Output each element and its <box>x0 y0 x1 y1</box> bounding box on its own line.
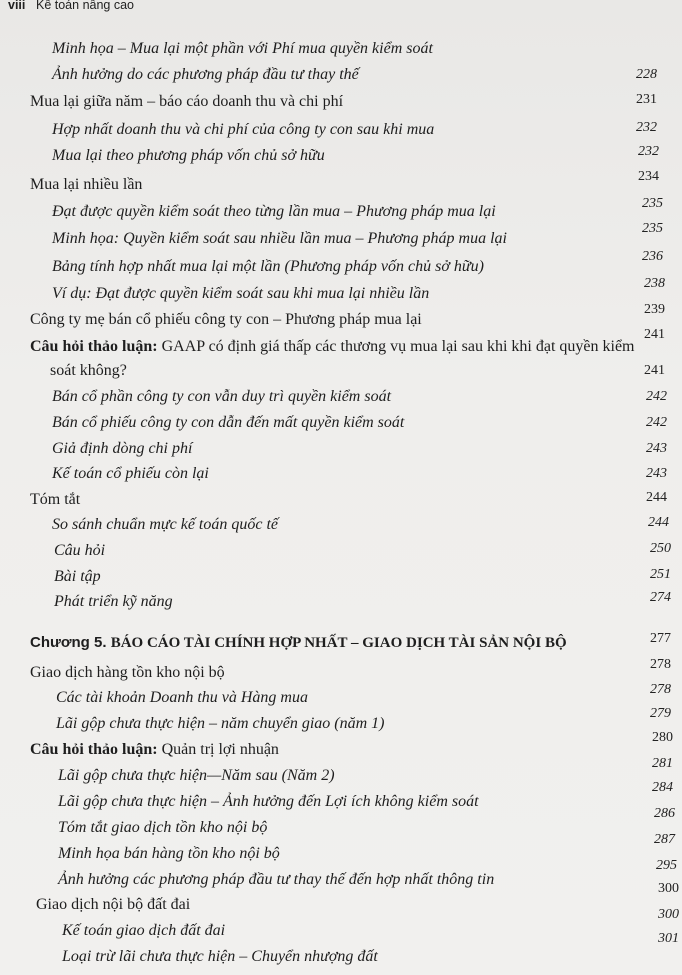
toc-entry-page: 278 <box>650 657 671 672</box>
toc-entry-page: 239 <box>644 302 665 317</box>
toc-entry-title: Minh họa bán hàng tồn kho nội bộ <box>58 845 280 862</box>
toc-entry-label: Câu hỏi thảo luận: <box>30 741 158 758</box>
toc-entry-title: Giao dịch nội bộ đất đai <box>36 896 191 913</box>
toc-entry-page: 279 <box>650 706 671 721</box>
toc-entry-title: Tóm tắt giao dịch tồn kho nội bộ <box>58 819 268 836</box>
toc-entry-title: Giao dịch hàng tồn kho nội bộ <box>30 664 225 681</box>
toc-entry-page: 235 <box>642 196 663 211</box>
toc-entry-title: Công ty mẹ bán cổ phiếu công ty con – Phương pháp mua lại <box>30 311 422 328</box>
toc-entry-title: Minh họa – Mua lại một phần với Phí mua quyền kiểm soát <box>52 40 433 57</box>
toc-entry-page: 250 <box>650 541 671 556</box>
toc-entry <box>52 62 656 88</box>
toc-entry-page: 274 <box>650 590 671 605</box>
toc-entry-page: 286 <box>654 806 675 821</box>
toc-entry-title: Mua lại nhiều lần <box>30 176 143 193</box>
toc-entry-page: 281 <box>652 756 673 771</box>
toc-entry-text: GAAP có định giá thấp các thương vụ mua lại sau khi khi đạt quyền kiểm <box>161 338 635 355</box>
toc-entry-label: Câu hỏi thảo luận: <box>30 338 158 355</box>
toc-entry-title: Lãi gộp chưa thực hiện – năm chuyển giao (năm 1) <box>56 715 385 732</box>
toc-entry-page: 231 <box>636 92 657 107</box>
toc-entry-page: 235 <box>642 221 663 236</box>
toc-entry-title: Câu hỏi <box>54 542 106 559</box>
toc-entry-title: Ảnh hưởng do các phương pháp đầu tư thay thế <box>52 66 359 83</box>
book-title: Kế toán nâng cao <box>36 0 134 12</box>
toc-entry-title: Bảng tính hợp nhất mua lại một lần (Phương pháp vốn chủ sở hữu) <box>52 258 484 275</box>
toc-entry-page: 251 <box>650 567 671 582</box>
toc-entry-page: 300 <box>658 907 679 922</box>
toc-entry-page: 301 <box>658 931 679 946</box>
toc-entry-title <box>30 737 279 763</box>
toc-entry-page: 234 <box>638 169 659 184</box>
page-number: viii <box>8 0 26 12</box>
toc-entry-page: 284 <box>652 780 673 795</box>
toc-entry-title: Tóm tắt <box>30 491 81 508</box>
toc-entry-title: Giả định dòng chi phí <box>52 440 193 457</box>
toc-entry-page: 244 <box>648 515 669 530</box>
toc-entry-text: Quản trị lợi nhuận <box>161 741 279 758</box>
toc-entry-title: Bán cổ phiếu công ty con dẫn đến mất quyền kiểm soát <box>52 414 405 431</box>
toc-entry-title: Các tài khoản Doanh thu và Hàng mua <box>56 689 308 706</box>
toc-entry-page: 236 <box>642 249 663 264</box>
toc-entry-page: 287 <box>654 832 675 847</box>
chapter-title: BÁO CÁO TÀI CHÍNH HỢP NHẤT – GIAO DỊCH TÀI SẢN NỘI BỘ <box>110 635 567 651</box>
toc-entry-page: 244 <box>646 490 667 505</box>
running-header <box>0 0 682 16</box>
toc-entry-page: 228 <box>636 67 657 82</box>
toc-entry-title: Ví dụ: Đạt được quyền kiểm soát sau khi mua lại nhiều lần <box>52 285 430 302</box>
toc-entry-title: Loại trừ lãi chưa thực hiện – Chuyển nhượng đất <box>62 948 378 965</box>
toc-entry-page: 241 <box>644 363 665 378</box>
toc-entry-title <box>30 334 634 360</box>
toc-entry-page: 278 <box>650 682 671 697</box>
toc-entry-page: 242 <box>646 389 667 404</box>
toc-entry-page: 300 <box>658 881 679 896</box>
toc-entry-title: Kế toán giao dịch đất đai <box>62 922 226 939</box>
toc-entry-title: Hợp nhất doanh thu và chi phí của công ty con sau khi mua <box>52 121 435 138</box>
toc-entry-page: 243 <box>646 466 667 481</box>
toc-entry-page: 241 <box>644 327 665 342</box>
toc-entry-page: 242 <box>646 415 667 430</box>
toc-entry-page: 238 <box>644 276 665 291</box>
toc-entry-page: 295 <box>656 858 677 873</box>
toc-entry-page: 277 <box>650 631 671 646</box>
toc-entry-page: 243 <box>646 441 667 456</box>
toc-entry-title: Bài tập <box>54 568 101 585</box>
toc-entry-title: Bán cổ phần công ty con vẫn duy trì quyền kiểm soát <box>52 388 392 405</box>
toc-entry-title: Mua lại giữa năm – báo cáo doanh thu và chi phí <box>30 93 344 110</box>
toc-entry-title: Phát triển kỹ năng <box>54 593 173 610</box>
toc-entry-page: 280 <box>652 730 673 745</box>
toc-entry-title: Đạt được quyền kiểm soát theo từng lần mua – Phương pháp mua lại <box>52 203 496 220</box>
toc-entry-page: 232 <box>638 144 659 159</box>
toc-entry-page: 232 <box>636 120 657 135</box>
toc-entry-title: So sánh chuẩn mực kế toán quốc tế <box>52 516 279 533</box>
toc-entry-title: soát không? <box>50 362 127 379</box>
toc-entry-title: Ảnh hưởng các phương pháp đầu tư thay thế đến hợp nhất thông tin <box>58 871 495 888</box>
toc-entry-title: Lãi gộp chưa thực hiện—Năm sau (Năm 2) <box>58 767 335 784</box>
toc-entry-title: Mua lại theo phương pháp vốn chủ sở hữu <box>52 147 325 164</box>
toc-entry-title: Lãi gộp chưa thực hiện – Ảnh hưởng đến Lợi ích không kiểm soát <box>58 793 479 810</box>
toc-entry-title: Kế toán cổ phiếu còn lại <box>52 465 209 482</box>
toc-entry-title: Minh họa: Quyền kiểm soát sau nhiều lần mua – Phương pháp mua lại <box>52 230 507 247</box>
chapter-label: Chương 5. <box>30 634 107 651</box>
